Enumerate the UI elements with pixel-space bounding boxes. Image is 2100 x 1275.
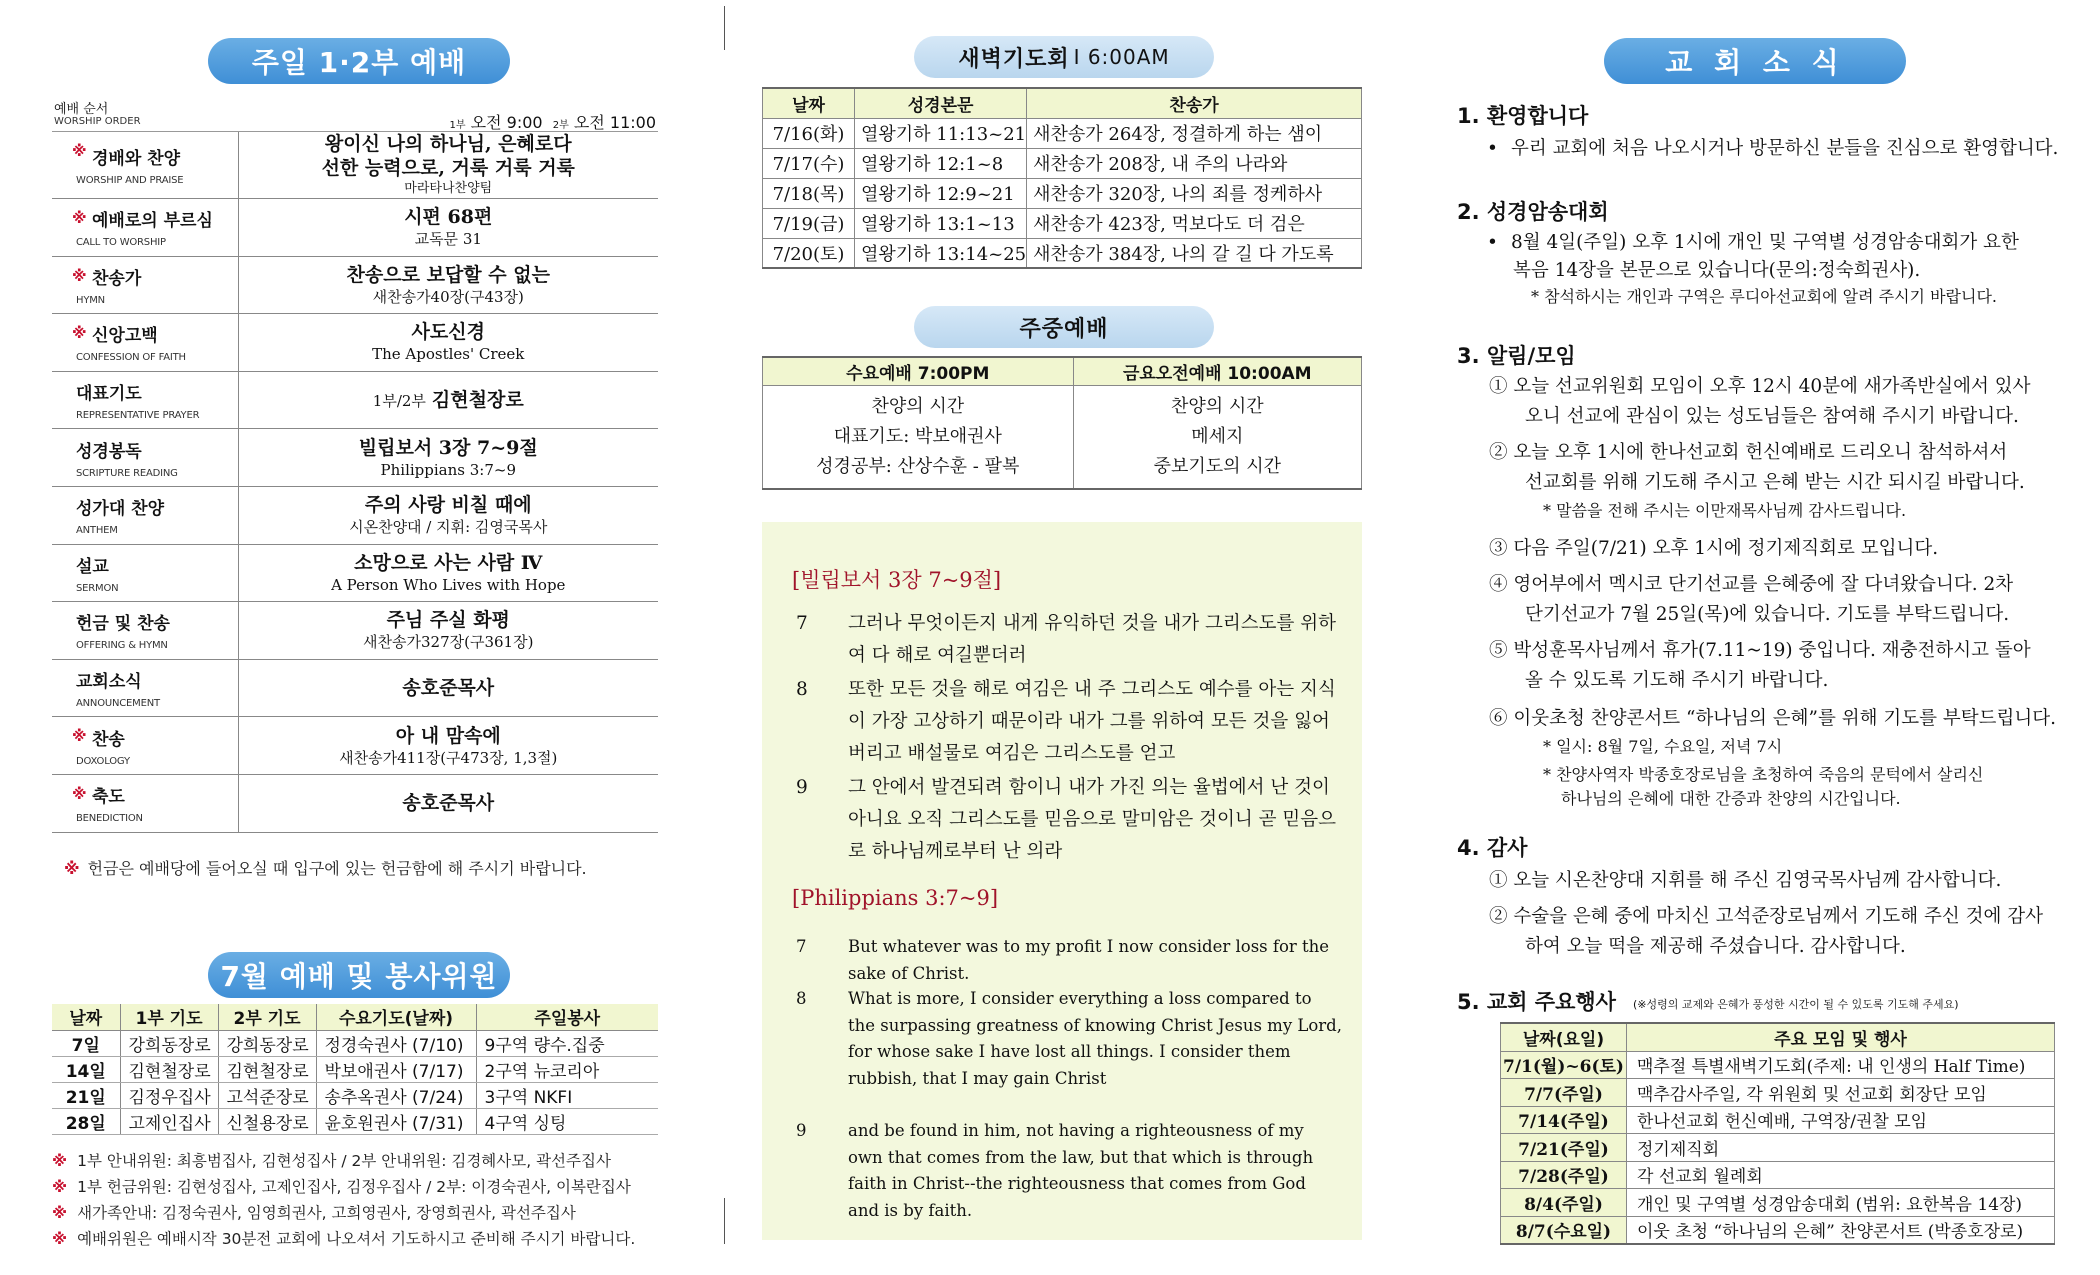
worship-item-label [52, 659, 238, 717]
table-cell: 강희동장로 [218, 1030, 316, 1056]
volunteer-note [52, 1148, 635, 1174]
table-row [763, 208, 1362, 238]
fold-line-bottom [724, 1198, 725, 1244]
news-line-text: ③ 다음 주일(7/21) 오후 1시에 정기제직회로 모입니다. [1489, 538, 1939, 559]
news-line-text: * 참석하시는 개인과 구역은 루디아선교회에 알려 주시기 바랍니다. [1531, 287, 1998, 306]
news-line [1489, 866, 2001, 892]
verse-text: 그러나 무엇이든지 내게 유익하던 것을 내가 그리스도를 위하여 다 해로 여길뿐더러 [848, 613, 1336, 666]
worship-item-name-en: SCRIPTURE READING [76, 467, 178, 479]
column-header: 1부 기도 [120, 1004, 218, 1030]
volunteer-notes [52, 1148, 635, 1252]
midweek-title: 주중예배 [914, 306, 1214, 348]
worship-row [52, 486, 658, 544]
verse-text: 그 안에서 발견되려 함이니 내가 가진 의는 율법에서 난 것이 아니요 오직 그리스도를 믿음으로 말미암은 것이니 곧 믿음으로 하나님께로부터 난 의라 [848, 777, 1336, 862]
table-row [52, 1056, 658, 1082]
scripture-verse [792, 934, 1342, 987]
news-line [1543, 498, 1906, 521]
wednesday-program [763, 385, 1074, 489]
worship-item-value [238, 486, 658, 544]
table-cell: 14일 [52, 1056, 120, 1082]
worship-item-secondary: 새찬송가411장(구473장, 1,3절) [339, 748, 558, 767]
volunteer-note [52, 1174, 635, 1200]
worship-item-primary-text: 찬송으로 보답할 수 없는 [346, 263, 550, 286]
worship-item-name-en: DOXOLOGY [76, 755, 130, 767]
table-row [1501, 1216, 2055, 1244]
volunteers-table [52, 1004, 658, 1135]
news-line [1543, 734, 1782, 757]
news-line-text: 하여 오늘 떡을 제공해 주셨습니다. 감사합니다. [1525, 936, 1906, 957]
table-cell: 21일 [52, 1082, 120, 1108]
worship-item-name: 경배와 찬양 [92, 149, 181, 169]
worship-row [52, 659, 658, 717]
table-cell: 김현철장로 [218, 1056, 316, 1082]
news-line-text: 단기선교가 7월 25일(목)에 있습니다. 기도를 부탁드립니다. [1525, 604, 2010, 625]
worship-item-primary-text: 시편 68편 [404, 206, 493, 229]
dawn-prayer-table [762, 87, 1362, 269]
worship-item-name: 대표기도 [76, 384, 142, 405]
column-header: 날짜 [763, 88, 855, 118]
table-cell: 9구역 량수.집중 [476, 1030, 658, 1056]
volunteer-note [52, 1226, 635, 1252]
table-cell: 열왕기하 13:1~13 [855, 208, 1027, 238]
news-line [1489, 636, 2031, 662]
worship-item-label [52, 314, 238, 372]
friday-program [1073, 385, 1361, 489]
events-note: (※성령의 교제와 은혜가 풍성한 시간이 될 수 있도록 기도해 주세요) [1633, 998, 1959, 1011]
worship-item-prefix: 1부/2부 [372, 391, 426, 410]
news-line-text: ⑥ 이웃초청 찬양콘서트 “하나님의 은혜”를 위해 기도를 부탁드립니다. [1489, 708, 2056, 729]
news-section-title: 3. 알림/모임 [1457, 344, 1576, 368]
table-row [1501, 1051, 2055, 1079]
table-cell: 7/16(화) [763, 118, 855, 148]
dawn-prayer-title: 새벽기도회 I 6:00AM [914, 36, 1214, 78]
worship-item-name-en: OFFERING & HYMN [76, 640, 168, 652]
news-line-text: 8월 4일(주일) 오후 1시에 개인 및 구역별 성경암송대회가 요한 [1511, 232, 2019, 253]
table-cell: 김정우집사 [120, 1082, 218, 1108]
worship-order-header [52, 96, 658, 132]
verse-number: 7 [796, 937, 807, 956]
volunteer-note-text: 1부 안내위원: 최흥범집사, 김현성집사 / 2부 안내위원: 김경혜사모, 곽선주집사 [77, 1152, 611, 1170]
bullet: • [1487, 138, 1498, 159]
worship-item-value [238, 314, 658, 372]
worship-item-name-en: ANNOUNCEMENT [76, 698, 160, 710]
fold-line-top [724, 6, 725, 50]
news-line [1489, 534, 1938, 560]
table-cell: 8/7(수요일) [1501, 1216, 1627, 1244]
worship-item-value [238, 774, 658, 832]
column-header: 찬송가 [1027, 88, 1362, 118]
table-cell: 28일 [52, 1108, 120, 1134]
verse-number: 9 [796, 777, 808, 798]
worship-item-label [52, 199, 238, 257]
worship-item-value [238, 429, 658, 487]
events-table [1500, 1022, 2055, 1245]
english-scripture-ref: [Philippians 3:7~9] [792, 886, 999, 910]
scripture-box [762, 522, 1362, 1240]
news-line-text: 오니 선교에 관심이 있는 성도님들은 참여해 주시기 바랍니다. [1525, 406, 2019, 427]
table-cell: 새찬송가 320장, 나의 죄를 정케하사 [1027, 178, 1362, 208]
verse-number: 8 [796, 679, 808, 700]
table-cell: 강희동장로 [120, 1030, 218, 1056]
table-cell: 각 선교회 월례회 [1627, 1161, 2055, 1189]
news-title: 교 회 소 식 [1604, 38, 1906, 84]
table-cell: 한나선교회 헌신예배, 구역장/권찰 모임 [1627, 1106, 2055, 1134]
news-line [1487, 228, 2019, 254]
news-line [1531, 284, 1997, 307]
table-cell: 2구역 뉴코리아 [476, 1056, 658, 1082]
news-line-text: 하나님의 은혜에 대한 간증과 찬양의 시간입니다. [1561, 789, 1901, 808]
worship-item-name: 성경봉독 [76, 441, 142, 462]
worship-item-secondary: 시온찬양대 / 지휘: 김영국목사 [349, 518, 548, 537]
worship-item-primary [239, 205, 659, 229]
table-cell: 개인 및 구역별 성경암송대회 (범위: 요한복음 14장) [1627, 1189, 2055, 1217]
required-mark: ※ [72, 324, 87, 343]
note-mark: ※ [52, 1178, 68, 1196]
column-header: 날짜 [52, 1004, 120, 1030]
table-cell: 7/18(목) [763, 178, 855, 208]
table-cell: 신철용장로 [218, 1108, 316, 1134]
table-cell: 이웃 초청 “하나님의 은혜” 찬양콘서트 (박종호장로) [1627, 1216, 2055, 1244]
worship-item-label [52, 132, 238, 199]
worship-item-primary-text: 빌립보서 3장 7~9절 [358, 436, 538, 459]
service-times: 1부 오전 9:00 2부 오전 11:00 [449, 113, 656, 132]
required-mark: ※ [72, 266, 87, 285]
worship-row [52, 429, 658, 487]
midweek-service-table [762, 356, 1362, 490]
table-cell: 7/21(주일) [1501, 1134, 1627, 1162]
news-section-title: 2. 성경암송대회 [1457, 200, 1609, 224]
worship-item-primary-text: 주님 주실 화평 [386, 609, 510, 632]
table-cell: 7/17(수) [763, 148, 855, 178]
worship-item-primary-text: 김현철장로 [431, 388, 524, 411]
worship-item-value [238, 199, 658, 257]
worship-item-name: 찬송 [92, 729, 125, 750]
worship-item-name: 축도 [92, 787, 125, 808]
verse-text: and be found in him, not having a righteousness of my own that comes from the law, but that which is through faith in Christ--the righteousness that comes from God and is by faith. [848, 1121, 1314, 1220]
news-line-text: 우리 교회에 처음 나오시거나 방문하신 분들을 진심으로 환영합니다. [1511, 138, 2059, 159]
worship-item-name-en: SERMON [76, 582, 119, 594]
worship-order [52, 96, 658, 833]
news-line [1525, 932, 1906, 958]
scripture-verse [792, 986, 1342, 1092]
news-line [1525, 600, 2009, 626]
table-cell: 고석준장로 [218, 1082, 316, 1108]
scripture-verse [792, 608, 1342, 672]
worship-item-name: 신앙고백 [92, 326, 158, 347]
program-line: 찬양의 시간 [1170, 395, 1264, 417]
volunteer-note-text: 1부 헌금위원: 김현성집사, 고제인집사, 김정우집사 / 2부: 이경숙권사, 이복란집사 [77, 1178, 631, 1196]
news-section-title: 4. 감사 [1457, 836, 1528, 860]
required-mark: ※ [72, 784, 87, 803]
news-line-text: ② 오늘 오후 1시에 한나선교회 헌신예배로 드리오니 참석하셔서 [1489, 442, 2008, 463]
worship-item-secondary: Philippians 3:7~9 [380, 460, 516, 479]
worship-item-name-en: BENEDICTION [76, 813, 143, 825]
worship-row [52, 256, 658, 314]
news-line [1489, 570, 2013, 596]
table-cell: 7/1(월)~6(토) [1501, 1051, 1627, 1079]
worship-item-label [52, 774, 238, 832]
worship-item-primary [239, 132, 659, 156]
table-cell: 8/4(주일) [1501, 1189, 1627, 1217]
volunteer-note-text: 예배위원은 예배시작 30분전 교회에 나오셔서 기도하시고 준비해 주시기 바랍니다. [77, 1230, 636, 1248]
worship-order-table [52, 132, 658, 833]
worship-row [52, 314, 658, 372]
worship-item-primary-text: 주의 사랑 비칠 때에 [364, 494, 532, 517]
worship-item-name: 찬송가 [92, 268, 142, 289]
table-row [52, 1082, 658, 1108]
worship-order-label-en: WORSHIP ORDER [54, 116, 141, 127]
worship-item-primary-text: 송호준목사 [402, 677, 495, 700]
news-line-text: * 말씀을 전해 주시는 이만재목사님께 감사드립니다. [1543, 501, 1907, 520]
news-line-text: * 일시: 8월 7일, 수요일, 저녁 7시 [1543, 737, 1783, 756]
column-header: 금요오전예배 10:00AM [1073, 357, 1361, 385]
news-line [1561, 786, 1901, 809]
news-line [1513, 256, 1920, 282]
column-header: 날짜(요일) [1501, 1023, 1627, 1051]
table-cell: 열왕기하 12:1~8 [855, 148, 1027, 178]
note-mark: ※ [52, 1152, 68, 1170]
table-row [1501, 1079, 2055, 1107]
worship-item-primary [239, 608, 659, 632]
news-line-text: * 찬양사역자 박종호장로님을 초청하여 죽음의 문턱에서 살리신 [1543, 765, 1984, 784]
column-header: 주일봉사 [476, 1004, 658, 1030]
required-mark: ※ [72, 142, 87, 160]
program-line: 성경공부: 산상수훈 - 팔복 [816, 455, 1020, 477]
worship-item-label [52, 371, 238, 429]
program-line: 메세지 [1191, 425, 1244, 447]
scripture-verse [792, 1118, 1342, 1224]
table-row [52, 1108, 658, 1134]
table-cell: 3구역 NKFI [476, 1082, 658, 1108]
note-mark: ※ [52, 1230, 68, 1248]
news-line-text: ① 오늘 시온찬양대 지휘를 해 주신 김영국목사님께 감사합니다. [1489, 870, 2002, 891]
table-cell: 7/28(주일) [1501, 1161, 1627, 1189]
table-cell: 송추옥권사 (7/24) [316, 1082, 476, 1108]
worship-item-primary [239, 320, 659, 344]
table-row [1501, 1106, 2055, 1134]
verse-text: But whatever was to my profit I now consider loss for the sake of Christ. [848, 937, 1330, 983]
column-header: 주요 모임 및 행사 [1627, 1023, 2055, 1051]
news-line [1489, 372, 2031, 398]
worship-item-name-en: WORSHIP AND PRAISE [76, 175, 184, 186]
verse-text: 또한 모든 것을 해로 여김은 내 주 그리스도 예수를 아는 지식이 가장 고상하기 때문이라 내가 그를 위하여 모든 것을 잃어버리고 배설물로 여김은 그리스도를 얻고 [848, 679, 1336, 764]
table-cell: 새찬송가 208장, 내 주의 나라와 [1027, 148, 1362, 178]
worship-item-primary-text: 왕이신 나의 하나님, 은혜로다 [324, 133, 572, 155]
worship-row [52, 602, 658, 660]
news-line-text: 복음 14장을 본문으로 있습니다(문의:정숙희권사). [1513, 260, 1921, 281]
news-line-text: ④ 영어부에서 멕시코 단기선교를 은혜중에 잘 다녀왔습니다. 2차 [1489, 574, 2014, 595]
table-row [763, 118, 1362, 148]
worship-item-value [238, 544, 658, 602]
offering-note: ※ 헌금은 예배당에 들어오실 때 입구에 있는 헌금함에 해 주시기 바랍니다. [64, 859, 587, 878]
worship-item-primary [239, 436, 659, 460]
worship-row [52, 132, 658, 199]
table-cell: 열왕기하 11:13~21 [855, 118, 1027, 148]
news-line [1487, 134, 2058, 160]
verse-number: 8 [796, 989, 807, 1008]
table-cell: 정경숙권사 (7/10) [316, 1030, 476, 1056]
scripture-verse [792, 674, 1342, 770]
worship-item-name-en: CONFESSION OF FAITH [76, 352, 186, 364]
volunteer-note [52, 1200, 635, 1226]
worship-title: 주일 1·2부 예배 [208, 38, 510, 84]
worship-item-name-en: REPRESENTATIVE PRAYER [76, 410, 200, 422]
table-row [763, 148, 1362, 178]
worship-item-primary [239, 493, 659, 517]
news-line-text: ② 수술을 은혜 중에 마치신 고석준장로님께서 기도해 주신 것에 감사 [1489, 906, 2043, 927]
worship-item-primary-text: 아 내 맘속에 [395, 724, 501, 747]
worship-item-value [238, 132, 658, 199]
worship-item-name: 헌금 및 찬송 [76, 614, 170, 635]
worship-item-secondary: A Person Who Lives with Hope [331, 575, 566, 594]
news-line-text: ① 오늘 선교위원회 모임이 오후 12시 40분에 새가족반실에서 있사 [1489, 376, 2031, 397]
news-line [1489, 704, 2056, 730]
program-line: 찬양의 시간 [871, 395, 965, 417]
worship-item-value [238, 371, 658, 429]
worship-item-secondary: 새찬송가327장(구361장) [363, 633, 534, 652]
worship-item-primary-text: 사도신경 [411, 321, 485, 344]
worship-item-name-en: CALL TO WORSHIP [76, 237, 166, 249]
program-line: 대표기도: 박보애권사 [833, 425, 1002, 447]
worship-item-primary [239, 791, 659, 815]
news-line-text: ⑤ 박성훈목사님께서 휴가(7.11~19) 중입니다. 재충전하시고 돌아 [1489, 640, 2031, 661]
verse-number: 9 [796, 1121, 807, 1140]
worship-item-primary-text: 송호준목사 [402, 792, 495, 815]
table-cell: 맥추절 특별새벽기도회(주제: 내 인생의 Half Time) [1627, 1051, 2055, 1079]
worship-item-primary [239, 724, 659, 748]
news-line [1525, 666, 1828, 692]
news-line-text: 올 수 있도록 기도해 주시기 바랍니다. [1525, 670, 1829, 691]
required-mark: ※ [72, 727, 87, 746]
table-cell: 7/7(주일) [1501, 1079, 1627, 1107]
worship-item-primary [239, 551, 659, 575]
worship-item-label [52, 256, 238, 314]
worship-item-primary [239, 263, 659, 287]
worship-item-secondary: 교독문 31 [414, 230, 482, 249]
table-cell: 새찬송가 264장, 정결하게 하는 샘이 [1027, 118, 1362, 148]
table-cell: 맥추감사주일, 각 위원회 및 선교회 회장단 모임 [1627, 1079, 2055, 1107]
table-cell: 새찬송가 423장, 먹보다도 더 검은 [1027, 208, 1362, 238]
worship-item-name: 설교 [76, 556, 109, 577]
worship-item-label [52, 544, 238, 602]
worship-item-primary [239, 388, 659, 413]
news-line-text: 선교회를 위해 기도해 주시고 은혜 받는 시간 되시길 바랍니다. [1525, 472, 2025, 493]
table-cell: 김현철장로 [120, 1056, 218, 1082]
worship-row [52, 371, 658, 429]
worship-order-label: 예배 순서 [54, 102, 109, 117]
table-cell: 4구역 싱팅 [476, 1108, 658, 1134]
worship-item-name: 예배로의 부르심 [92, 211, 213, 232]
news-section-title: 1. 환영합니다 [1457, 104, 1589, 128]
column-header: 성경본문 [855, 88, 1027, 118]
worship-item-label [52, 717, 238, 775]
scripture-verse [792, 772, 1342, 868]
table-row [1501, 1161, 2055, 1189]
worship-item-value [238, 659, 658, 717]
news-section-title: 5. 교회 주요행사 [1457, 990, 1616, 1014]
worship-item-name-en: HYMN [76, 294, 105, 306]
column-header: 2부 기도 [218, 1004, 316, 1030]
volunteers-title: 7월 예배 및 봉사위원 [208, 952, 510, 998]
worship-item-label [52, 486, 238, 544]
table-row [52, 1030, 658, 1056]
worship-item-value [238, 717, 658, 775]
worship-item-name: 성가대 찬양 [76, 499, 165, 520]
verse-text: What is more, I consider everything a loss compared to the surpassing greatness of knowing Christ Jesus my Lord, for whose sake I have lost all things. I consider them rubbish, that I may gain Christ [848, 989, 1342, 1088]
table-cell: 정기제직회 [1627, 1134, 2055, 1162]
table-row [1501, 1189, 2055, 1217]
worship-row [52, 774, 658, 832]
table-cell: 박보애권사 (7/17) [316, 1056, 476, 1082]
news-line [1489, 438, 2007, 464]
worship-item-secondary: 선한 능력으로, 거룩 거룩 거룩 [321, 157, 575, 179]
table-row [1501, 1134, 2055, 1162]
table-cell: 윤호원권사 (7/31) [316, 1108, 476, 1134]
table-row [763, 238, 1362, 268]
worship-item-name: 교회소식 [76, 672, 142, 693]
table-cell: 7/19(금) [763, 208, 855, 238]
worship-item-secondary: The Apostles' Creek [372, 345, 525, 364]
volunteer-note-text: 새가족안내: 김정숙권사, 임영희권사, 고희영권사, 장영희권사, 곽선주집사 [77, 1204, 576, 1222]
worship-row [52, 717, 658, 775]
worship-item-value [238, 256, 658, 314]
column-header: 수요기도(날짜) [316, 1004, 476, 1030]
column-header: 수요예배 7:00PM [763, 357, 1074, 385]
worship-item-value [238, 602, 658, 660]
bullet: • [1487, 232, 1498, 253]
table-row [763, 178, 1362, 208]
table-cell: 열왕기하 12:9~21 [855, 178, 1027, 208]
verse-number: 7 [796, 613, 808, 634]
news-line [1525, 402, 2019, 428]
note-mark: ※ [52, 1204, 68, 1222]
table-cell: 7일 [52, 1030, 120, 1056]
news-line [1489, 902, 2043, 928]
korean-scripture-ref: [빌립보서 3장 7~9절] [792, 568, 1002, 592]
table-cell: 새찬송가 384장, 나의 갈 길 다 가도록 [1027, 238, 1362, 268]
table-cell: 고제인집사 [120, 1108, 218, 1134]
worship-item-name-en: ANTHEM [76, 525, 118, 537]
news-line [1525, 468, 2025, 494]
worship-item-primary-text: 소망으로 사는 사람 Ⅳ [354, 551, 543, 574]
worship-item-label [52, 429, 238, 487]
worship-item-primary [239, 676, 659, 700]
worship-row [52, 199, 658, 257]
news-line [1543, 762, 1983, 785]
worship-item-secondary: 새찬송가40장(구43장) [372, 287, 524, 306]
table-cell: 열왕기하 13:14~25 [855, 238, 1027, 268]
worship-item-label [52, 602, 238, 660]
required-mark: ※ [72, 209, 87, 227]
table-cell: 7/20(토) [763, 238, 855, 268]
worship-item-tertiary: 마라타나찬양팀 [404, 181, 493, 196]
program-line: 중보기도의 시간 [1153, 455, 1281, 477]
table-cell: 7/14(주일) [1501, 1106, 1627, 1134]
worship-row [52, 544, 658, 602]
